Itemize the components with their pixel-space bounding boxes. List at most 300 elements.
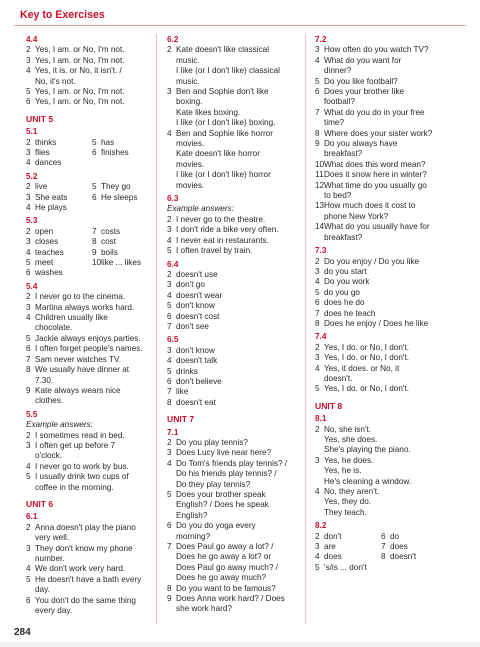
answer-line xyxy=(26,258,92,268)
example-note: Example answers: xyxy=(167,204,234,214)
answer-text: Yes, I am. or No, I'm not. xyxy=(35,45,125,55)
answer-line xyxy=(26,585,146,595)
answer-number: 4 xyxy=(167,128,172,138)
answer-line xyxy=(26,148,92,158)
answer-line xyxy=(26,313,146,334)
answer-text: I often get up before 7 xyxy=(35,440,116,450)
answer-text: Kate doesn't like horror xyxy=(176,149,260,159)
answer-line xyxy=(92,203,146,213)
answer-text: don't know xyxy=(176,301,215,311)
answer-line xyxy=(26,227,92,237)
answer-line xyxy=(315,160,453,170)
answer-text: don't know xyxy=(176,345,215,355)
answer-line xyxy=(26,472,146,482)
answer-text: What do you do in your free xyxy=(324,107,425,117)
answer-text: I never go to the cinema. xyxy=(35,292,126,302)
answer-text: Does Lucy live near here? xyxy=(176,448,272,458)
answer-number: 4 xyxy=(26,461,31,471)
answer-line xyxy=(167,108,292,118)
answer-text: Do you always have xyxy=(324,139,398,149)
answer-text: I don't ride a bike very often. xyxy=(176,225,279,235)
answer-number: 3 xyxy=(315,455,320,465)
unit-heading: UNIT 5 xyxy=(26,113,54,124)
answer-number: 4 xyxy=(315,277,320,287)
answer-text: Yes, they do. xyxy=(324,497,372,507)
answer-line xyxy=(26,544,146,554)
answer-line xyxy=(167,448,292,458)
answer-text: Yes, I am. or No, I'm not. xyxy=(35,97,125,107)
answer-text: Yes, she does. xyxy=(324,434,378,444)
answer-text: I often travel by train. xyxy=(176,246,253,256)
answer-number: 8 xyxy=(315,318,320,328)
answer-number: 5 xyxy=(167,301,172,311)
answer-number: 5 xyxy=(315,562,320,572)
answer-line xyxy=(26,386,146,396)
answer-text: do you start xyxy=(324,266,367,276)
answer-line xyxy=(92,237,146,247)
answer-text: do you go xyxy=(324,287,360,297)
answer-line xyxy=(315,445,453,455)
answer-line xyxy=(167,56,292,66)
answer-line xyxy=(167,236,292,246)
answer-number: 2 xyxy=(26,137,31,147)
answer-number: 4 xyxy=(26,158,31,168)
answer-line xyxy=(167,160,292,170)
answer-line xyxy=(167,149,292,159)
answer-number: 3 xyxy=(26,237,31,247)
answer-number: 6 xyxy=(167,376,172,386)
answer-line xyxy=(381,552,435,562)
answer-number: 5 xyxy=(26,333,31,343)
answer-text: does xyxy=(390,542,408,552)
answer-text: Do Tom's friends play tennis? / xyxy=(176,458,288,468)
answer-line xyxy=(167,594,292,604)
answer-number: 3 xyxy=(315,542,320,552)
answer-number: 9 xyxy=(315,139,320,149)
answer-line xyxy=(381,542,435,552)
answer-number: 9 xyxy=(26,385,31,395)
answer-text: meet xyxy=(35,258,54,268)
answer-text: Yes, he does. xyxy=(324,455,374,465)
answer-line xyxy=(381,532,435,542)
answer-number: 4 xyxy=(315,487,320,496)
answer-number: 9 xyxy=(92,247,97,257)
answer-number: 7 xyxy=(167,321,172,331)
answer-grid xyxy=(26,182,146,213)
answer-text: Kate likes boxing. xyxy=(176,107,241,117)
page-title: Key to Exercises xyxy=(20,9,105,21)
answer-column-3 xyxy=(315,35,453,613)
answer-text: day. xyxy=(35,585,50,595)
answer-number: 4 xyxy=(315,552,320,562)
answer-text: closes xyxy=(35,237,59,247)
answer-number: 6 xyxy=(315,87,320,97)
answer-text: like xyxy=(176,387,189,397)
answer-text: Do they play tennis? xyxy=(176,479,251,489)
answer-text: What do you want for xyxy=(324,55,402,65)
answer-line xyxy=(26,56,146,66)
exercise-number: 6.3 xyxy=(167,194,179,204)
answer-text: Does Paul go away much? / xyxy=(176,562,278,572)
answer-text: flies xyxy=(35,148,50,158)
answer-text: Sam never watches TV. xyxy=(35,354,122,364)
answer-line xyxy=(315,353,453,363)
answer-line xyxy=(26,158,92,168)
answer-line xyxy=(315,477,453,487)
answer-text: do xyxy=(390,531,400,541)
answer-number: 3 xyxy=(315,45,320,55)
answer-line xyxy=(381,563,435,573)
answer-line xyxy=(167,87,292,97)
answer-column-2 xyxy=(167,35,292,613)
answer-line xyxy=(167,312,292,322)
answer-number: 13 xyxy=(315,201,325,211)
answer-line xyxy=(26,237,92,247)
answer-grid xyxy=(26,138,146,169)
answer-text: Does your brother speak xyxy=(176,489,266,499)
answer-line xyxy=(167,367,292,377)
answer-number: 8 xyxy=(167,583,172,593)
answer-number: 6 xyxy=(26,595,31,605)
answer-text: music. xyxy=(176,76,200,86)
answer-number: 5 xyxy=(92,137,97,147)
answer-line xyxy=(92,148,146,158)
answer-line xyxy=(315,222,453,232)
answer-text: 7.30. xyxy=(35,375,54,385)
answer-text: Does Anna work hard? / Does xyxy=(176,594,285,604)
answer-line xyxy=(315,149,453,159)
answer-number: 2 xyxy=(26,45,31,55)
answer-text: doesn't wear xyxy=(176,290,223,300)
answer-number: 6 xyxy=(92,192,97,202)
answer-line xyxy=(92,193,146,203)
answer-line xyxy=(26,334,146,344)
answer-line xyxy=(167,604,292,614)
answer-line xyxy=(26,554,146,564)
answer-text: Kate always wears nice xyxy=(35,385,121,395)
answer-line xyxy=(26,268,92,278)
answer-line xyxy=(26,203,92,213)
answer-line xyxy=(26,77,146,87)
answer-line xyxy=(315,257,453,267)
answer-text: dances xyxy=(35,158,62,168)
answer-line xyxy=(167,246,292,256)
answer-text: number. xyxy=(35,553,65,563)
answer-line xyxy=(26,45,146,55)
answer-line xyxy=(167,377,292,387)
answer-text: cost xyxy=(101,237,117,247)
answer-line xyxy=(167,322,292,332)
answer-line xyxy=(315,191,453,201)
answer-text: I usually drink two cups of xyxy=(35,472,129,482)
answer-number: 2 xyxy=(315,531,320,541)
answer-number: 7 xyxy=(315,107,320,117)
column-divider xyxy=(156,34,157,624)
answer-number: 3 xyxy=(315,353,320,363)
answer-text: I like (or I don't like) classical xyxy=(176,66,280,76)
answer-line xyxy=(26,396,146,406)
answer-text: washes xyxy=(35,268,63,278)
answer-text: don't see xyxy=(176,321,209,331)
answer-line xyxy=(26,376,146,386)
answer-line xyxy=(167,469,292,479)
answer-text: finishes xyxy=(101,148,129,158)
answer-text: Do you play tennis? xyxy=(176,437,248,447)
answer-number: 5 xyxy=(315,76,320,86)
answer-line xyxy=(26,97,146,107)
answer-line xyxy=(167,500,292,510)
answer-number: 3 xyxy=(26,543,31,553)
answer-line xyxy=(167,438,292,448)
answer-line xyxy=(26,596,146,606)
answer-text: She's playing the piano. xyxy=(324,445,411,455)
answer-number: 3 xyxy=(167,225,172,235)
unit-heading: UNIT 6 xyxy=(26,498,54,509)
answer-text: don't go xyxy=(176,280,205,290)
answer-number: 4 xyxy=(26,66,31,76)
answer-line xyxy=(26,483,146,493)
answer-number: 4 xyxy=(26,313,31,323)
answer-number: 3 xyxy=(26,148,31,158)
answer-text: No, it's not. xyxy=(35,76,76,86)
answer-number: 3 xyxy=(26,55,31,65)
answer-text: What does this word mean? xyxy=(324,159,426,169)
answer-line xyxy=(315,487,453,497)
answer-text: He plays xyxy=(35,203,67,213)
answer-line xyxy=(167,521,292,531)
answer-number: 2 xyxy=(26,430,31,440)
answer-number: 2 xyxy=(167,214,172,224)
answer-number: 4 xyxy=(167,235,172,245)
answer-number: 12 xyxy=(315,180,325,190)
answer-line xyxy=(167,139,292,149)
answer-number: 2 xyxy=(26,292,31,302)
answer-text: I never go to work by bus. xyxy=(35,461,129,471)
answer-text: He's cleaning a window. xyxy=(324,476,412,486)
answer-text: doesn't talk xyxy=(176,356,218,366)
example-note: Example answers: xyxy=(26,420,93,430)
answer-line xyxy=(167,215,292,225)
answer-text: Do you want to be famous? xyxy=(176,583,276,593)
answer-line xyxy=(92,182,146,192)
answer-text: drinks xyxy=(176,366,198,376)
answer-text: boils xyxy=(101,247,118,257)
answer-number: 6 xyxy=(167,311,172,321)
answer-line xyxy=(315,66,453,76)
answer-text: movies. xyxy=(176,180,205,190)
answer-line xyxy=(167,45,292,55)
answer-line xyxy=(315,425,453,435)
answer-number: 2 xyxy=(315,342,320,352)
answer-number: 8 xyxy=(92,237,97,247)
answer-text: doesn't eat xyxy=(176,397,216,407)
answer-number: 3 xyxy=(26,192,31,202)
answer-line xyxy=(167,129,292,139)
answer-number: 2 xyxy=(26,226,31,236)
answer-number: 2 xyxy=(26,182,31,192)
answer-line xyxy=(315,508,453,518)
answer-number: 8 xyxy=(315,128,320,138)
answer-text: I like (or I don't like) horror xyxy=(176,170,271,180)
answer-line xyxy=(315,77,453,87)
answer-line xyxy=(167,552,292,562)
answer-line xyxy=(167,346,292,356)
answer-line xyxy=(315,129,453,139)
answer-text: don't believe xyxy=(176,376,222,386)
answer-line xyxy=(315,456,453,466)
answer-text: How often do you watch TV? xyxy=(324,45,429,55)
answer-number: 4 xyxy=(26,247,31,257)
answer-number: 4 xyxy=(167,458,172,468)
answer-number: 5 xyxy=(167,489,172,499)
answer-text: boxing. xyxy=(176,97,203,107)
answer-text: How much does it cost to xyxy=(324,201,416,211)
answer-number: 10 xyxy=(315,159,325,169)
answer-text: Does it snow here in winter? xyxy=(324,170,427,180)
answer-number: 14 xyxy=(315,222,325,232)
answer-text: Yes, I am. or No, I'm not. xyxy=(35,55,125,65)
answer-line xyxy=(26,182,92,192)
answer-number: 6 xyxy=(167,521,172,531)
answer-line xyxy=(92,258,146,268)
answer-line xyxy=(315,139,453,149)
answer-number: 8 xyxy=(381,552,386,562)
answer-number: 5 xyxy=(167,366,172,376)
answer-line xyxy=(315,298,453,308)
answer-line xyxy=(26,66,146,76)
answer-text: doesn't use xyxy=(176,269,218,279)
answer-line xyxy=(315,201,453,211)
answer-text: Yes, I do. or No, I don't. xyxy=(324,353,410,363)
answer-text: They teach. xyxy=(324,507,367,517)
answer-text: morning? xyxy=(176,531,211,541)
answer-line xyxy=(315,170,453,180)
answer-line xyxy=(167,77,292,87)
answer-line xyxy=(167,511,292,521)
exercise-number: 6.1 xyxy=(26,512,38,522)
answer-line xyxy=(167,118,292,128)
answer-text: teaches xyxy=(35,247,64,257)
answer-text: Kate doesn't like classical xyxy=(176,45,270,55)
answer-text: We don't work very hard. xyxy=(35,564,126,574)
unit-heading: UNIT 8 xyxy=(315,400,343,411)
answer-text: What time do you usually go xyxy=(324,180,427,190)
answer-line xyxy=(26,355,146,365)
answer-line xyxy=(92,248,146,258)
answer-text: she work hard? xyxy=(176,604,232,614)
answer-line xyxy=(167,542,292,552)
answer-line xyxy=(315,181,453,191)
answer-line xyxy=(167,301,292,311)
answer-text: She eats xyxy=(35,192,68,202)
answer-text: Does he go away a lot? or xyxy=(176,552,272,562)
answer-number: 3 xyxy=(26,440,31,450)
answer-number: 5 xyxy=(26,472,31,482)
answer-number: 7 xyxy=(167,542,172,552)
answer-number: 5 xyxy=(92,182,97,192)
answer-text: They go xyxy=(101,182,131,192)
answer-line xyxy=(26,575,146,585)
answer-text: Do his friends play tennis? / xyxy=(176,469,277,479)
answer-number: 6 xyxy=(381,531,386,541)
answer-text: movies. xyxy=(176,159,205,169)
exercise-number: 4.4 xyxy=(26,35,38,44)
answer-text: Does your brother like xyxy=(324,87,405,97)
answer-text: 's/is ... don't xyxy=(324,562,367,572)
answer-number: 4 xyxy=(26,564,31,574)
answer-line xyxy=(92,138,146,148)
answer-line xyxy=(26,365,146,375)
answer-text: Yes, I do. or No, I don't. xyxy=(324,342,410,352)
answer-grid xyxy=(26,227,146,279)
answer-text: football? xyxy=(324,97,355,107)
answer-text: No, she isn't. xyxy=(324,424,372,434)
answer-number: 7 xyxy=(381,542,386,552)
answer-line xyxy=(315,364,453,374)
answer-line xyxy=(92,268,146,278)
exercise-number: 8.1 xyxy=(315,414,327,424)
answer-line xyxy=(167,356,292,366)
answer-number: 3 xyxy=(167,448,172,458)
answer-line xyxy=(315,212,453,222)
answer-text: doesn't cost xyxy=(176,311,220,321)
answer-text: I often forget people's names. xyxy=(35,344,143,354)
page-number: 284 xyxy=(14,627,31,638)
answer-number: 4 xyxy=(315,363,320,373)
answer-number: 6 xyxy=(26,268,31,278)
answer-text: No, they aren't. xyxy=(324,487,380,496)
answer-text: movies. xyxy=(176,139,205,149)
answer-number: 4 xyxy=(315,55,320,65)
answer-text: phone New York? xyxy=(324,211,389,221)
answer-line xyxy=(26,606,146,616)
answer-text: does xyxy=(324,552,342,562)
answer-line xyxy=(315,466,453,476)
answer-line xyxy=(26,462,146,472)
answer-line xyxy=(167,181,292,191)
answer-text: He doesn't have a bath every xyxy=(35,574,142,584)
answer-line xyxy=(167,480,292,490)
answer-number: 2 xyxy=(315,256,320,266)
answer-line xyxy=(26,248,92,258)
answer-line xyxy=(315,97,453,107)
answer-line xyxy=(26,292,146,302)
answer-number: 2 xyxy=(167,269,172,279)
answer-number: 2 xyxy=(26,522,31,532)
answer-line xyxy=(167,291,292,301)
answer-text: are xyxy=(324,542,336,552)
answer-text: Anna doesn't play the piano xyxy=(35,522,136,532)
exercise-number: 8.2 xyxy=(315,521,327,531)
column-divider xyxy=(305,34,306,624)
answer-text: thinks xyxy=(35,137,57,147)
exercise-number: 7.4 xyxy=(315,332,327,342)
answer-text: Ben and Sophie don't like xyxy=(176,87,269,97)
answer-line xyxy=(315,384,453,394)
exercise-number: 5.1 xyxy=(26,127,38,137)
answer-number: 6 xyxy=(26,97,31,107)
answer-text: Does he enjoy / Does he like xyxy=(324,318,429,328)
answer-line xyxy=(315,288,453,298)
exercise-number: 5.2 xyxy=(26,171,38,181)
exercise-number: 7.2 xyxy=(315,35,327,44)
exercise-number: 7.1 xyxy=(167,427,179,437)
answer-text: Yes, I am. or No, I'm not. xyxy=(35,87,125,97)
title-rule xyxy=(14,25,466,26)
answer-text: does he do xyxy=(324,298,365,308)
answer-number: 5 xyxy=(315,287,320,297)
answer-line xyxy=(315,563,381,573)
